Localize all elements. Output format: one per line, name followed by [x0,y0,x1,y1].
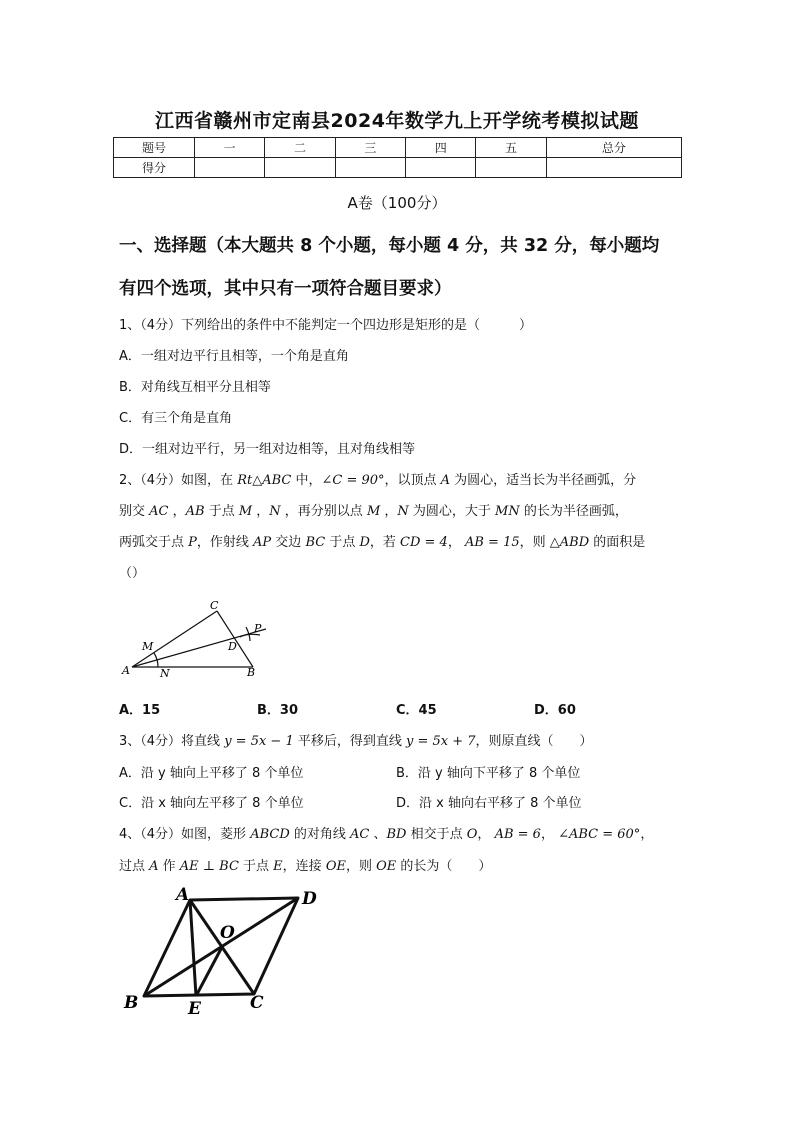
q4-text: 的对角线 [289,827,351,842]
q2-label-m: M [142,640,154,653]
q1-option-d: D．一组对边平行，另一组对边相等，且对角线相等 [119,442,416,457]
q2-math: ∠C = 90° [321,473,385,488]
part1-heading-line1: 一、选择题（本大题共 8 个小题，每小题 4 分，共 32 分，每小题均 [119,236,660,256]
q2-math: A [440,473,451,488]
q3-stem [119,730,593,749]
q2-text: ， [380,504,398,519]
q2-text: ， [252,504,270,519]
q2-label-a: A [122,664,130,677]
q2-label-n: N [160,667,170,680]
q2-math: M [238,504,253,519]
q2-answer-paren: （） [119,566,146,581]
q2-math: BC [305,535,326,550]
score-header-cell: 题号 [114,138,195,158]
q4-stem-line1 [119,823,653,842]
q4-math: AE ⊥ BC [179,859,239,874]
q2-text: ，若 [369,535,401,550]
score-header-cell: 一 [195,138,265,158]
q4-math: A [149,859,159,874]
q2-math: AB [185,504,205,519]
q2-stem-line1 [119,469,636,488]
q4-text: ，连接 [282,859,326,874]
q2-text: 别交 [119,504,150,519]
q4-math: ∠ABC = 60° [558,827,641,842]
section-a-heading: A卷（100分） [347,194,447,212]
page-title: 江西省赣州市定南县2024年数学九上开学统考模拟试题 [155,110,639,132]
q3-option-a: A．沿 y 轴向上平移了 8 个单位 [119,766,304,781]
score-entry-cell[interactable] [195,158,265,178]
score-entry-cell[interactable] [406,158,476,178]
q4-math: ABCD [250,827,290,842]
q2-option-d: D．60 [534,703,576,718]
q2-text: 的长为半径画弧， [519,504,628,519]
q2-text: 为圆心，适当长为半径画弧，分 [450,473,637,488]
q1-option-c: C．有三个角是直角 [119,411,233,426]
q3-option-b: B．沿 y 轴向下平移了 8 个单位 [396,766,581,781]
q2-label-d: D [228,640,237,653]
q4-text: 4、（4分）如图，菱形 [119,827,251,842]
q2-stem-line2 [119,500,628,519]
q2-math: M [366,504,381,519]
q2-text: 交边 [271,535,306,550]
score-header-cell: 四 [406,138,476,158]
q4-math: OE [325,859,346,874]
q4-text: 作 [158,859,180,874]
q2-text: ，再分别以点 [280,504,367,519]
q2-math: N [397,504,409,519]
q4-text: ， [477,827,495,842]
score-entry-cell[interactable] [546,158,681,178]
q3-math: y = 5x + 7 [406,734,476,749]
q1-option-a: A．一组对边平行且相等，一个角是直角 [119,349,349,364]
score-table [113,137,682,178]
q4-label-c: C [250,993,264,1013]
q4-text: 于点 [238,859,274,874]
q4-math: O [466,827,478,842]
q2-text: ， [447,535,465,550]
q4-text: ，则 [345,859,377,874]
q2-option-c: C．45 [396,703,437,718]
q2-math: AC [149,504,169,519]
q4-label-o: O [220,923,235,943]
score-header-cell: 五 [476,138,546,158]
score-entry-cell[interactable] [265,158,335,178]
q4-math: OE [376,859,397,874]
q4-rhombus-figure [118,882,328,1022]
q4-math: AC [350,827,370,842]
q2-math: N [269,504,281,519]
q2-math: Rt△ABC [237,473,292,488]
q2-side-ac [132,611,217,667]
q3-text: 3、（4分）将直线 [119,734,225,749]
q2-text: ，则 [519,535,550,550]
q4-label-e: E [188,999,201,1019]
q1-option-b: B．对角线互相平分且相等 [119,380,271,395]
q2-label-p: P [254,622,262,635]
q3-math: y = 5x − 1 [224,734,294,749]
q4-text: ， [640,827,654,842]
q2-stem-line3 [119,531,645,550]
score-header-cell: 三 [335,138,405,158]
q3-text: 平移后，得到直线 [293,734,406,749]
q2-option-a: A．15 [119,703,161,718]
q2-math: P [188,535,197,550]
q4-text: 过点 [119,859,150,874]
q2-side-cb [217,611,253,667]
q2-math: CD = 4 [400,535,448,550]
q2-text: ，以顶点 [384,473,441,488]
q4-text: 、 [369,827,387,842]
q4-altitude-ae [190,900,196,996]
q3-text: ，则原直线（ ） [475,734,593,749]
q4-label-b: B [124,993,139,1013]
q2-math: △ABD [549,535,590,550]
q2-label-c: C [210,599,219,612]
q4-label-d: D [302,889,317,909]
score-header-cell: 总分 [546,138,681,158]
q4-math: E [273,859,283,874]
q3-option-d: D．沿 x 轴向右平移了 8 个单位 [396,796,582,811]
q4-text: 的长为（ ） [396,859,492,874]
q2-math: AP [253,535,272,550]
q4-label-a: A [176,885,190,905]
q3-option-c: C．沿 x 轴向左平移了 8 个单位 [119,796,304,811]
q2-text: 2、（4分）如图，在 [119,473,238,488]
score-table-score-row [114,158,682,178]
q2-text: ，作射线 [196,535,254,550]
score-row-label: 得分 [114,158,195,178]
q2-text: 于点 [325,535,360,550]
q4-math: BD [386,827,407,842]
q2-text: ， [168,504,186,519]
q4-text: 相交于点 [406,827,467,842]
q4-text: ， [540,827,559,842]
q2-option-b: B．30 [257,703,298,718]
q4-stem-line2 [119,855,491,874]
score-entry-cell[interactable] [476,158,546,178]
q2-math: MN [495,504,520,519]
q4-math: AB = 6 [494,827,541,842]
q2-math: AB = 15 [464,535,520,550]
score-header-cell: 二 [265,138,335,158]
q2-text: 于点 [204,504,239,519]
q1-stem: 1、（4分）下列给出的条件中不能判定一个四边形是矩形的是（ ） [119,318,533,333]
q2-label-b: B [247,666,256,679]
part1-heading-line2: 有四个选项，其中只有一项符合题目要求） [119,279,452,299]
q2-triangle-figure [118,595,278,685]
score-table-header-row [114,138,682,158]
q2-text: 为圆心，大于 [408,504,496,519]
q2-math: D [359,535,370,550]
score-entry-cell[interactable] [335,158,405,178]
q2-text: 中， [291,473,322,488]
q2-text: 的面积是 [589,535,646,550]
q2-text: 两弧交于点 [119,535,189,550]
